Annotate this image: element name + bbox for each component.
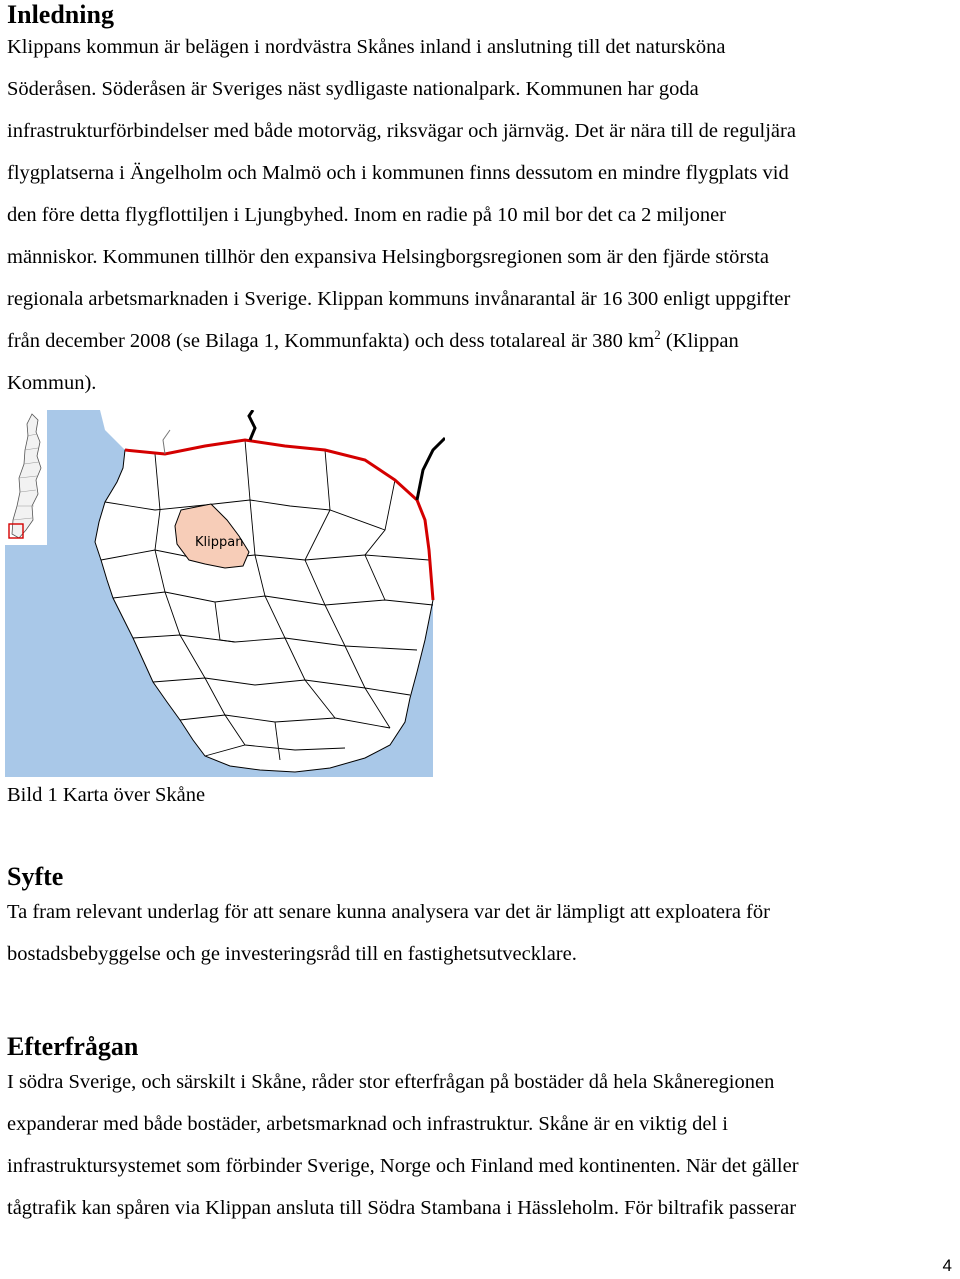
text-line: Ta fram relevant underlag för att senare kunna analysera var det är lämpligt att exploatera för	[7, 901, 770, 923]
heading-syfte: Syfte	[7, 862, 64, 891]
text-segment: från december 2008 (se Bilaga 1, Kommunfakta) och dess totalareal är 380 km	[7, 330, 655, 352]
text-line: människor. Kommunen tillhör den expansiva Helsingborgsregionen som är den fjärde största	[7, 246, 769, 268]
text-line: infrastruktursystemet som förbinder Sverige, Norge och Finland med kontinenten. När det gäller	[7, 1155, 799, 1177]
sweden-inset	[5, 410, 47, 545]
paragraph-syfte	[7, 891, 952, 975]
text-line: Söderåsen. Söderåsen är Sveriges näst sydligaste nationalpark. Kommunen har goda	[7, 78, 699, 100]
text-line: Kommun).	[7, 372, 97, 394]
text-line: tågtrafik kan spåren via Klippan ansluta till Södra Stambana i Hässleholm. För biltrafik passerar	[7, 1197, 797, 1219]
paragraph-efterfragan	[7, 1061, 952, 1229]
text-segment: (Klippan	[660, 330, 739, 352]
klippan-label: Klippan	[195, 535, 244, 550]
paragraph-inledning	[7, 26, 952, 404]
text-line: infrastrukturförbindelser med både motorväg, riksvägar och järnväg. Det är nära till de reguljära	[7, 120, 796, 142]
skane-map	[5, 410, 445, 777]
heading-efterfragan: Efterfrågan	[7, 1032, 139, 1061]
text-line: I södra Sverige, och särskilt i Skåne, råder stor efterfrågan på bostäder då hela Skåneregionen	[7, 1071, 775, 1093]
page-number: 4	[942, 1256, 952, 1275]
text-line: den före detta flygflottiljen i Ljungbyhed. Inom en radie på 10 mil bor det ca 2 miljoner	[7, 204, 727, 226]
figure-caption: Bild 1 Karta över Skåne	[7, 784, 206, 806]
superscript: 2	[654, 327, 661, 342]
text-line: expanderar med både bostäder, arbetsmarknad och infrastruktur. Skåne är en viktig del i	[7, 1113, 728, 1135]
text-line: bostadsbebyggelse och ge investeringsråd till en fastighetsutvecklare.	[7, 943, 577, 965]
text-line: regionala arbetsmarknaden i Sverige. Klippan kommuns invånarantal är 16 300 enligt uppgifter	[7, 288, 791, 310]
text-line: Klippans kommun är belägen i nordvästra Skånes inland i anslutning till det natursköna	[7, 36, 726, 58]
heading-inledning: Inledning	[7, 0, 114, 29]
text-line: flygplatserna i Ängelholm och Malmö och i kommunen finns dessutom en mindre flygplats vid	[7, 162, 789, 184]
text-line	[7, 320, 952, 362]
